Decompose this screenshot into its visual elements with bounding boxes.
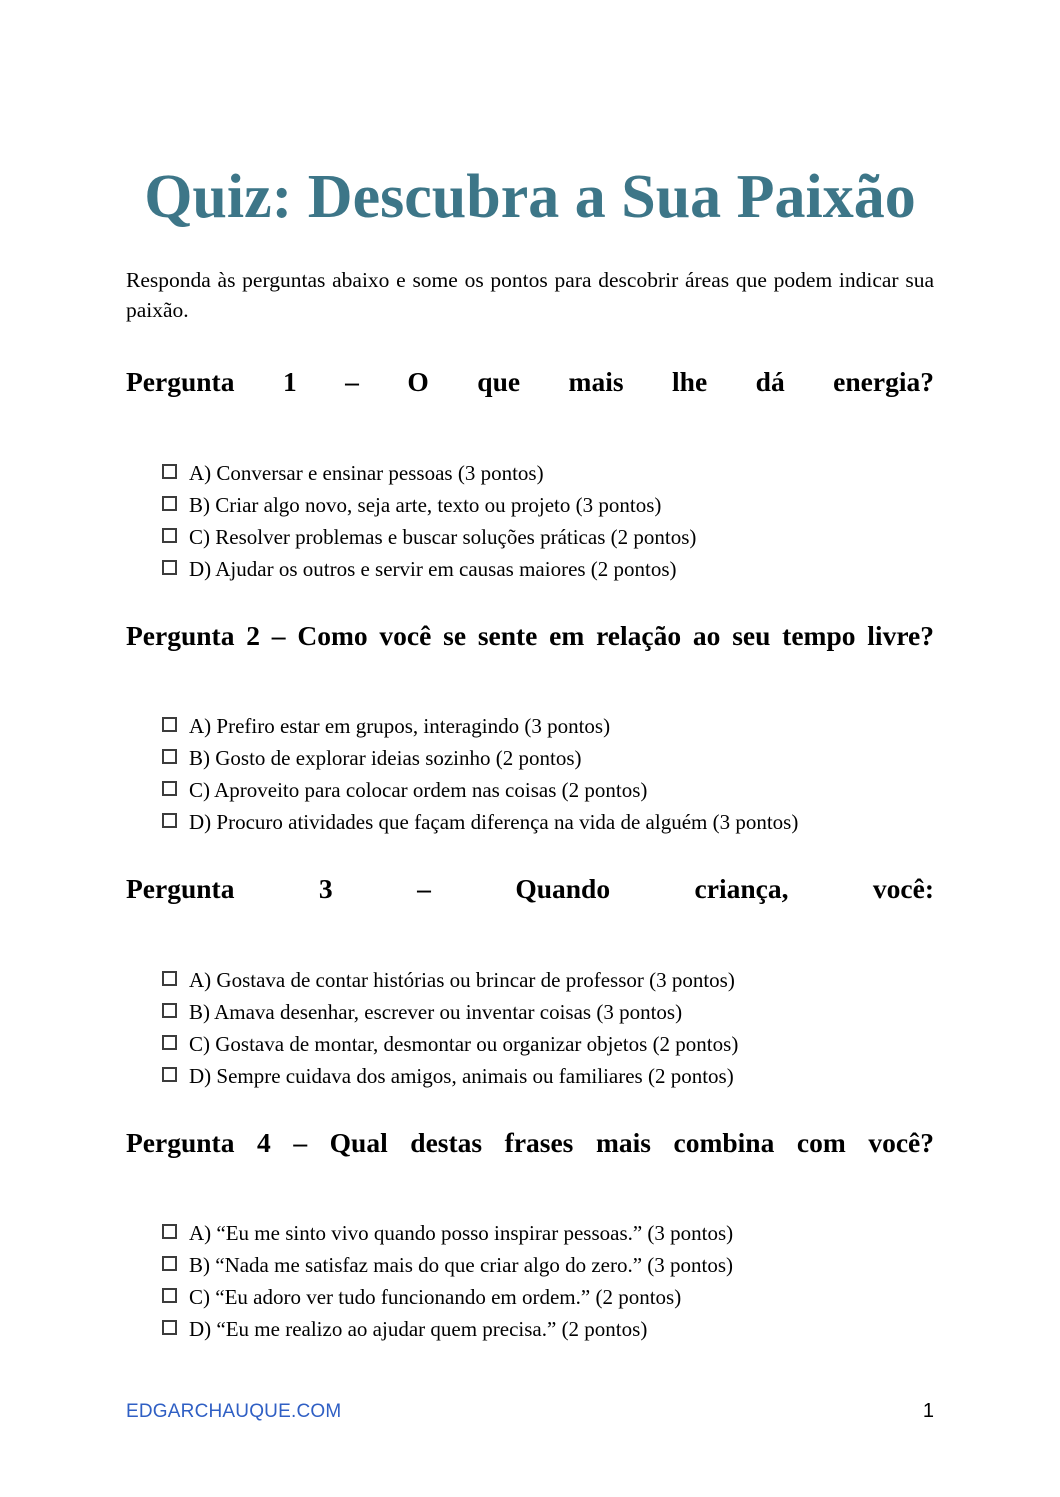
- option-item[interactable]: [126, 999, 934, 1024]
- option-label: B) Criar algo novo, seja arte, texto ou projeto (3 pontos): [189, 492, 662, 517]
- checkbox-icon[interactable]: [162, 464, 177, 479]
- option-label: C) Aproveito para colocar ordem nas coisas (2 pontos): [189, 778, 648, 803]
- checkbox-icon[interactable]: [162, 1320, 177, 1335]
- option-label: A) Gostava de contar histórias ou brincar de professor (3 pontos): [189, 967, 735, 992]
- option-item[interactable]: [126, 556, 934, 581]
- option-item[interactable]: [126, 967, 934, 992]
- page-number: 1: [922, 1400, 934, 1422]
- option-item[interactable]: [126, 524, 934, 549]
- checkbox-icon[interactable]: [162, 1067, 177, 1082]
- option-label: D) Sempre cuidava dos amigos, animais ou familiares (2 pontos): [189, 1063, 734, 1088]
- checkbox-icon[interactable]: [162, 1256, 177, 1271]
- option-item[interactable]: [126, 780, 934, 801]
- intro-paragraph: Responda às perguntas abaixo e some os pontos para descobrir áreas que podem indicar sua paixão.: [126, 267, 934, 323]
- option-list-3: [126, 948, 934, 1087]
- option-label: B) “Nada me satisfaz mais do que criar algo do zero.” (3 pontos): [189, 1253, 734, 1278]
- question-block-2: [126, 580, 934, 834]
- document-content: [126, 0, 934, 1340]
- checkbox-icon[interactable]: [162, 749, 177, 764]
- option-item[interactable]: [126, 1063, 934, 1088]
- option-label: C) Gostava de montar, desmontar ou organizar objetos (2 pontos): [189, 1031, 739, 1056]
- option-list-4: [126, 1201, 934, 1340]
- option-item[interactable]: [126, 1031, 934, 1056]
- checkbox-icon[interactable]: [162, 1288, 177, 1303]
- option-item[interactable]: [126, 1319, 934, 1340]
- question-block-1: [126, 326, 934, 580]
- question-heading-4: Pergunta 4 – Qual destas frases mais combina com você?: [126, 1126, 934, 1158]
- option-label: C) Resolver problemas e buscar soluções práticas (2 pontos): [189, 524, 697, 549]
- option-label: D) Procuro atividades que façam diferença na vida de alguém (3 pontos): [189, 810, 799, 835]
- option-label: A) Conversar e ensinar pessoas (3 pontos): [189, 460, 544, 485]
- option-item[interactable]: [126, 716, 934, 737]
- option-label: D) “Eu me realizo ao ajudar quem precisa.” (2 pontos): [189, 1317, 648, 1342]
- checkbox-icon[interactable]: [162, 971, 177, 986]
- option-label: A) Prefiro estar em grupos, interagindo (3 pontos): [189, 714, 611, 739]
- page-title: Quiz: Descubra a Sua Paixão: [144, 163, 916, 231]
- page-footer: [126, 1400, 934, 1423]
- option-item[interactable]: [126, 812, 934, 833]
- checkbox-icon[interactable]: [162, 781, 177, 796]
- option-item[interactable]: [126, 492, 934, 517]
- checkbox-icon[interactable]: [162, 1224, 177, 1239]
- question-block-4: [126, 1087, 934, 1341]
- option-item[interactable]: [126, 1287, 934, 1308]
- option-label: D) Ajudar os outros e servir em causas maiores (2 pontos): [189, 556, 677, 581]
- option-list-1: [126, 441, 934, 580]
- checkbox-icon[interactable]: [162, 528, 177, 543]
- question-heading-3: Pergunta 3 – Quando criança, você:: [126, 873, 934, 905]
- option-label: A) “Eu me sinto vivo quando posso inspirar pessoas.” (3 pontos): [189, 1221, 734, 1246]
- option-label: C) “Eu adoro ver tudo funcionando em ordem.” (2 pontos): [189, 1285, 682, 1310]
- checkbox-icon[interactable]: [162, 813, 177, 828]
- option-item[interactable]: [126, 460, 934, 485]
- option-label: B) Amava desenhar, escrever ou inventar coisas (3 pontos): [189, 999, 683, 1024]
- checkbox-icon[interactable]: [162, 1003, 177, 1018]
- checkbox-icon[interactable]: [162, 496, 177, 511]
- checkbox-icon[interactable]: [162, 1035, 177, 1050]
- footer-website-link[interactable]: EDGARCHAUQUE.COM: [126, 1400, 342, 1422]
- question-heading-1: Pergunta 1 – O que mais lhe dá energia?: [126, 365, 934, 397]
- question-heading-2: Pergunta 2 – Como você se sente em relação ao seu tempo livre?: [126, 619, 934, 651]
- option-label: B) Gosto de explorar ideias sozinho (2 pontos): [189, 746, 582, 771]
- option-item[interactable]: [126, 1255, 934, 1276]
- checkbox-icon[interactable]: [162, 717, 177, 732]
- checkbox-icon[interactable]: [162, 560, 177, 575]
- option-item[interactable]: [126, 748, 934, 769]
- question-block-3: [126, 833, 934, 1087]
- option-item[interactable]: [126, 1223, 934, 1244]
- option-list-2: [126, 694, 934, 833]
